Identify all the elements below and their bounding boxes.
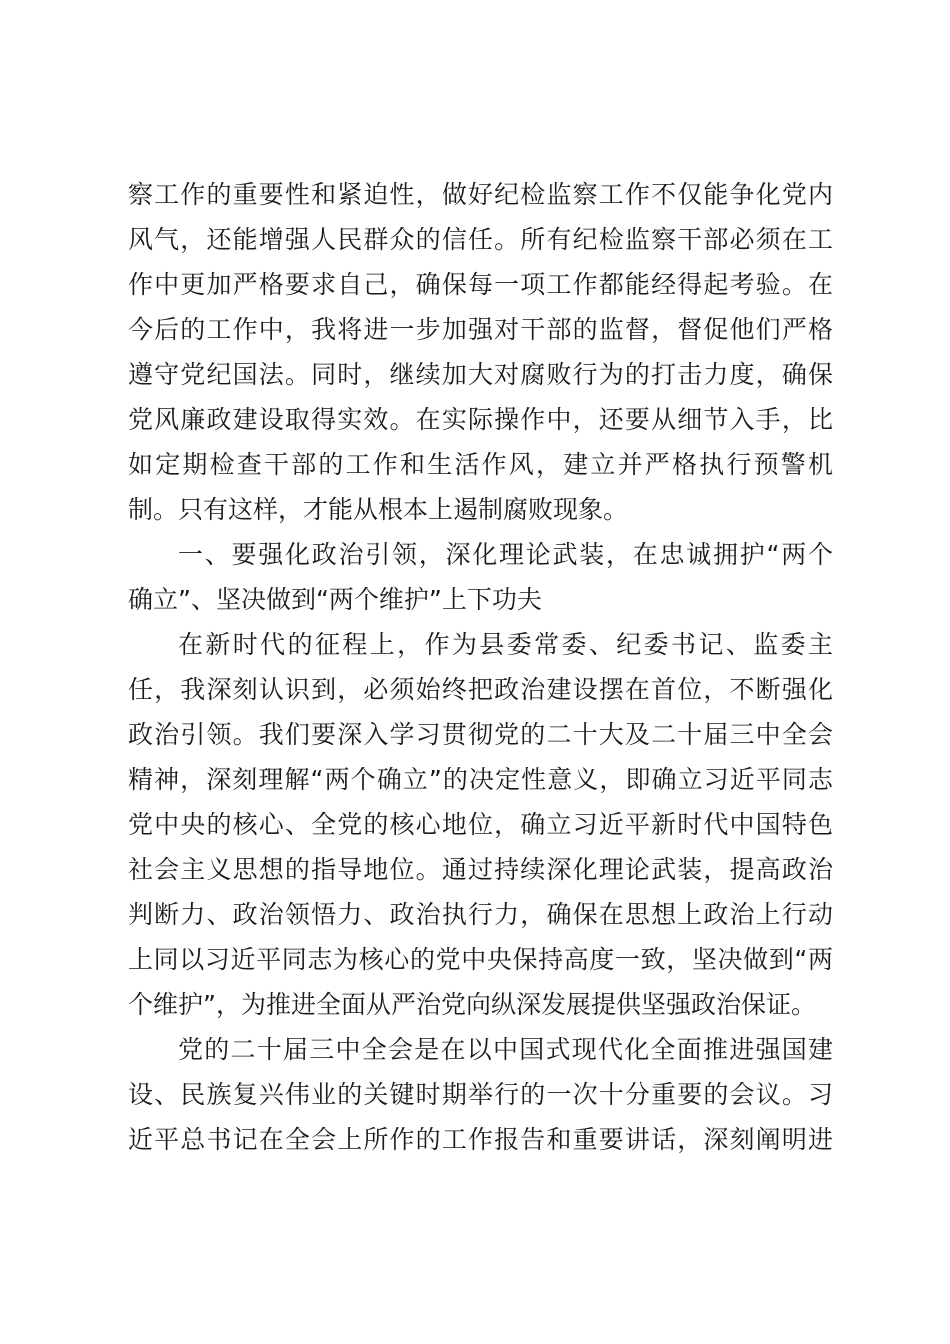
text-line: 精神，深刻理解“两个确立”的决定性意义，即确立习近平同志 <box>128 765 833 794</box>
text-line: 上同以习近平同志为核心的党中央保持高度一致，坚决做到“两 <box>128 945 833 974</box>
text-line: 在新时代的征程上，作为县委常委、纪委书记、监委主 <box>178 630 833 659</box>
text-line: 判断力、政治领悟力、政治执行力，确保在思想上政治上行动 <box>128 900 833 929</box>
text-line: 社会主义思想的指导地位。通过持续深化理论武装，提高政治 <box>128 855 833 884</box>
text-line: 任，我深刻认识到，必须始终把政治建设摆在首位，不断强化 <box>128 675 833 704</box>
text-line: 设、民族复兴伟业的关键时期举行的一次十分重要的会议。习 <box>128 1080 833 1109</box>
text-line: 遵守党纪国法。同时，继续加大对腐败行为的打击力度，确保 <box>128 360 833 389</box>
paragraph-political-guidance <box>128 622 833 1027</box>
document-body <box>128 172 833 1162</box>
text-line: 政治引领。我们要深入学习贯彻党的二十大及二十届三中全会 <box>128 720 833 749</box>
text-line: 近平总书记在全会上所作的工作报告和重要讲话，深刻阐明进 <box>128 1125 833 1154</box>
text-line: 风气，还能增强人民群众的信任。所有纪检监察干部必须在工 <box>128 225 833 254</box>
text-line: 今后的工作中，我将进一步加强对干部的监督，督促他们严格 <box>128 315 833 344</box>
text-line: 个维护”，为推进全面从严治党向纵深发展提供坚强政治保证。 <box>128 990 816 1019</box>
text-line: 如定期检查干部的工作和生活作风，建立并严格执行预警机 <box>128 450 833 479</box>
text-line: 作中更加严格要求自己，确保每一项工作都能经得起考验。在 <box>128 270 833 299</box>
paragraph-continuation <box>128 172 833 532</box>
text-line: 察工作的重要性和紧迫性，做好纪检监察工作不仅能争化党内 <box>128 180 833 209</box>
paragraph-plenum <box>128 1027 833 1162</box>
text-line: 党中央的核心、全党的核心地位，确立习近平新时代中国特色 <box>128 810 833 839</box>
text-line: 党的二十届三中全会是在以中国式现代化全面推进强国建 <box>178 1035 833 1064</box>
heading-line: 确立”、坚决做到“两个维护”上下功夫 <box>128 585 542 614</box>
section-heading <box>128 532 833 622</box>
heading-line: 一、要强化政治引领，深化理论武装，在忠诚拥护“两个 <box>178 540 833 569</box>
text-line: 制。只有这样，才能从根本上遏制腐败现象。 <box>128 495 629 524</box>
text-line: 党风廉政建设取得实效。在实际操作中，还要从细节入手，比 <box>128 405 833 434</box>
